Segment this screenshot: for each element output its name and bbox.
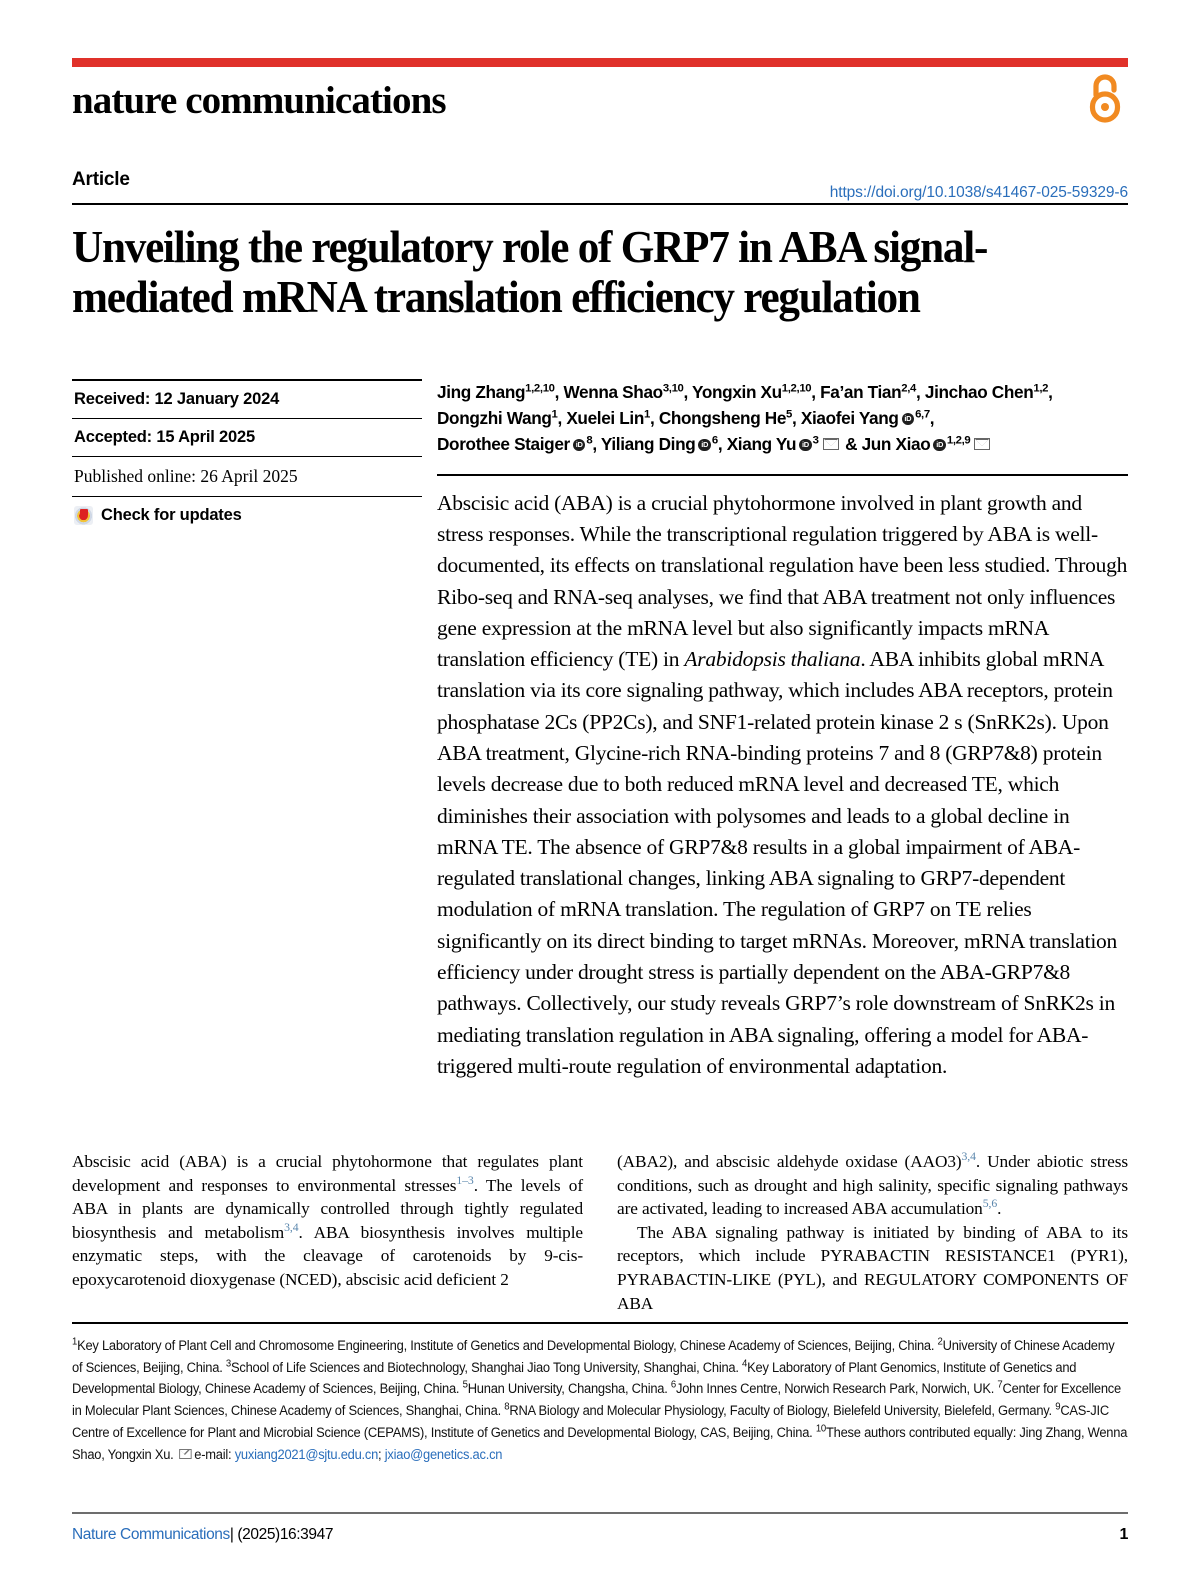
title-top-rule: [72, 203, 1128, 205]
affiliation-marker: 7: [997, 1379, 1003, 1391]
doi-link[interactable]: https://doi.org/10.1038/s41467-025-59329-6: [829, 184, 1128, 201]
author-affil-sup: 1: [644, 408, 650, 421]
author-affil-sup: 2,4: [901, 382, 917, 395]
affiliation-entry: University of Chinese Academy of Sciences, Beijing, China.: [72, 1338, 1115, 1375]
orcid-icon[interactable]: [799, 439, 812, 452]
accepted-date: Accepted: 15 April 2025: [74, 427, 255, 446]
affiliations-text: [72, 1335, 1128, 1465]
paragraph: [617, 1150, 1128, 1221]
author-affil-sup: 1,2,9: [946, 434, 971, 447]
footer-citation: | (2025)16:3947: [229, 1526, 334, 1543]
crossmark-icon: [74, 506, 93, 525]
author-name[interactable]: , Wenna Shao: [554, 381, 663, 402]
body-text: .: [997, 1199, 1002, 1219]
envelope-icon[interactable]: [823, 438, 839, 450]
paragraph: [617, 1221, 1128, 1315]
open-access-icon: [1084, 71, 1126, 123]
author-separator: ,: [1048, 381, 1053, 402]
author-affil-sup: 1,2,10: [525, 382, 555, 395]
author-name[interactable]: , Xiang Yu: [717, 434, 797, 455]
author-affil-sup: 1,2: [1033, 382, 1049, 395]
publication-meta-column: [72, 379, 422, 1082]
abstract-species-name: Arabidopsis thaliana: [684, 647, 861, 672]
abstract-part-1: Abscisic acid (ABA) is a crucial phytohormone involved in plant growth and stress responses. While the transcriptional regulation triggered by ABA is well-documented, its effects on translational regulation have been less studied. Through Ribo-seq and RNA-seq analyses, we find that ABA treatment not only influences gene expression at the mRNA level but also significantly impacts mRNA translation efficiency (TE) in: [437, 490, 1128, 672]
author-name[interactable]: , Fa’an Tian: [811, 381, 902, 402]
page-footer: [72, 1512, 1128, 1548]
author-affil-sup: 3,10: [662, 382, 684, 395]
footer-rule: [72, 1512, 1128, 1514]
email-link-2[interactable]: jxiao@genetics.ac.cn: [384, 1446, 503, 1462]
author-name[interactable]: , Xuelei Lin: [557, 408, 644, 429]
author-name[interactable]: , Yiliang Ding: [592, 434, 696, 455]
check-updates-row[interactable]: [72, 496, 422, 534]
author-name[interactable]: Jing Zhang: [437, 381, 526, 402]
check-updates-label: Check for updates: [101, 505, 242, 524]
affiliation-entry: Center for Excellence in Molecular Plant Sciences, Chinese Academy of Sciences, Shanghai, China.: [72, 1381, 1121, 1419]
received-row: [72, 379, 422, 418]
envelope-icon[interactable]: [974, 438, 990, 450]
author-name[interactable]: , Jinchao Chen: [916, 381, 1034, 402]
author-name[interactable]: , Chongsheng He: [649, 408, 787, 429]
orcid-icon[interactable]: [573, 439, 586, 452]
affiliations-top-rule: [72, 1322, 1128, 1324]
affiliation-entry: CAS-JIC Centre of Excellence for Plant and Microbial Science (CEPAMS), Institute of Genetics and Developmental Biology, CAS, Beijing, China.: [72, 1403, 1109, 1440]
affiliation-entry: School of Life Sciences and Biotechnology, Shanghai Jiao Tong University, Shanghai, China.: [230, 1359, 743, 1375]
orcid-icon[interactable]: [698, 439, 711, 452]
orcid-icon[interactable]: [933, 439, 946, 452]
abstract-text: [437, 488, 1128, 1082]
affiliations-section: [72, 1322, 1128, 1465]
body-text: The ABA signaling pathway is initiated by binding of ABA to its receptors, which include PYRABACTIN RESISTANCE1 (PYR1), PYRABACTIN-LIKE (PYL), and REGULATORY COMPONENTS OF ABA: [617, 1222, 1128, 1313]
body-column-right: [617, 1150, 1128, 1315]
masthead: [72, 67, 1128, 159]
envelope-icon: [179, 1449, 192, 1459]
brand-rule: [72, 58, 1128, 67]
author-name[interactable]: & Jun Xiao: [845, 434, 931, 455]
affiliation-entry: Key Laboratory of Plant Cell and Chromosome Engineering, Institute of Genetics and Developmental Biology, Chinese Academy of Sciences, Beijing, China.: [77, 1338, 938, 1353]
email-label: e-mail:: [194, 1446, 235, 1462]
received-date: Received: 12 January 2024: [74, 389, 280, 408]
author-affil-sup: 1: [551, 408, 558, 421]
author-affil-sup: 3: [812, 434, 819, 447]
author-affil-sup: 1,2,10: [781, 382, 812, 395]
body-text: . The levels of ABA in plants are dynamically controlled through tightly regulated biosynthesis and metabolism: [72, 1175, 583, 1242]
journal-logo: nature communications: [72, 79, 446, 122]
footer-journal-name[interactable]: Nature Communications: [72, 1526, 230, 1543]
footer-row: [72, 1526, 1128, 1548]
article-header-row: [72, 169, 1128, 203]
email-link-1[interactable]: yuxiang2021@sjtu.edu.cn: [234, 1446, 379, 1462]
body-text: Abscisic acid (ABA) is a crucial phytohormone that regulates plant development and responses to environmental stresses: [72, 1152, 583, 1195]
meta-abstract-section: [72, 379, 1128, 1082]
affiliation-marker: 3: [225, 1358, 231, 1370]
body-column-left: [72, 1150, 583, 1315]
body-text: . ABA biosynthesis involves multiple enzymatic steps, with the cleavage of carotenoids by 9-cis-epoxycarotenoid dioxygenase (NCED), abscisic acid deficient 2: [72, 1222, 583, 1290]
published-date: Published online: 26 April 2025: [74, 465, 298, 486]
affiliation-entry: These authors contributed equally: Jing Zhang, Wenna Shao, Yongxin Xu.: [72, 1424, 1128, 1462]
citation-ref[interactable]: 5,6: [982, 1197, 998, 1211]
author-name[interactable]: , Xiaofei Yang: [792, 408, 899, 429]
author-affil-sup: 8: [586, 434, 593, 447]
authors-abstract-column: [422, 379, 1128, 1082]
author-name[interactable]: , Yongxin Xu: [683, 381, 782, 402]
body-columns: [72, 1150, 1128, 1315]
affiliation-marker: 10: [815, 1423, 827, 1435]
affiliation-entry: John Innes Centre, Norwich Research Park, Norwich, UK.: [675, 1381, 998, 1397]
affiliation-marker: 2: [937, 1336, 943, 1348]
accepted-row: [72, 418, 422, 456]
citation-ref[interactable]: 1–3: [456, 1173, 474, 1187]
author-affil-sup: 6: [711, 434, 718, 447]
author-separator: ,: [929, 408, 935, 429]
orcid-icon[interactable]: [902, 413, 915, 426]
body-text: (ABA2), and abscisic aldehyde oxidase (AAO3): [617, 1152, 962, 1171]
affiliation-marker: 5: [462, 1379, 468, 1391]
paragraph: [72, 1150, 583, 1292]
citation-ref[interactable]: 3,4: [284, 1221, 299, 1235]
affiliation-entry: Key Laboratory of Plant Genomics, Institute of Genetics and Developmental Biology, Chinese Academy of Sciences, Beijing, China.: [72, 1359, 1077, 1397]
abstract-part-2: . ABA inhibits global mRNA translation via its core signaling pathway, which includes ABA receptors, protein phosphatase 2Cs (PP2Cs), and SNF1-related protein kinase 2 s (SnRK2s). Upon ABA treatment, Glycine-rich RNA-binding proteins 7 and 8 (GRP7&8) protein levels decrease due to both reduced mRNA level and decreased TE, which diminishes their association with polysomes and leads to a global decline in mRNA TE. The absence of GRP7&8 results in a global impairment of ABA-regulated translational changes, linking ABA signaling to GRP7-dependent modulation of mRNA translation. The regulation of GRP7 on TE relies significantly on its direct binding to target mRNAs. Moreover, mRNA translation efficiency under drought stress is partially dependent on the ABA-GRP7&8 pathways. Collectively, our study reveals GRP7’s role downstream of SnRK2s in mediating translation regulation in ABA signaling, offering a model for ABA-triggered multi-route regulation of environmental adaptation.: [437, 647, 1118, 1078]
article-type-label: Article: [72, 169, 130, 190]
body-text: . Under abiotic stress conditions, such as drought and high salinity, specific signaling pathways are activated, leading to increased ABA accumulation: [617, 1152, 1128, 1219]
author-affil-sup: 5: [786, 408, 793, 421]
citation-ref[interactable]: 3,4: [961, 1150, 976, 1164]
author-name[interactable]: Dorothee Staiger: [437, 434, 570, 455]
author-name[interactable]: Dongzhi Wang: [437, 408, 552, 429]
affiliation-entry: RNA Biology and Molecular Physiology, Faculty of Biology, Bielefeld University, Bielefeld, Germany.: [509, 1403, 1056, 1419]
published-row: [72, 456, 422, 496]
author-list: [437, 379, 1128, 458]
affiliation-marker: 8: [504, 1401, 510, 1413]
email-separator: ;: [378, 1446, 385, 1462]
affiliation-entry: Hunan University, Changsha, China.: [467, 1381, 671, 1397]
affiliation-marker: 6: [670, 1379, 676, 1391]
affiliation-marker: 1: [72, 1336, 78, 1348]
abstract-top-rule: [437, 474, 1128, 476]
affiliation-marker: 4: [742, 1358, 748, 1370]
page-title: Unveiling the regulatory role of GRP7 in ABA signal-mediated mRNA translation efficiency regulation: [72, 222, 988, 323]
page-number: 1: [1119, 1526, 1128, 1543]
affiliation-marker: 9: [1055, 1401, 1061, 1413]
author-affil-sup: 6,7: [915, 408, 930, 421]
